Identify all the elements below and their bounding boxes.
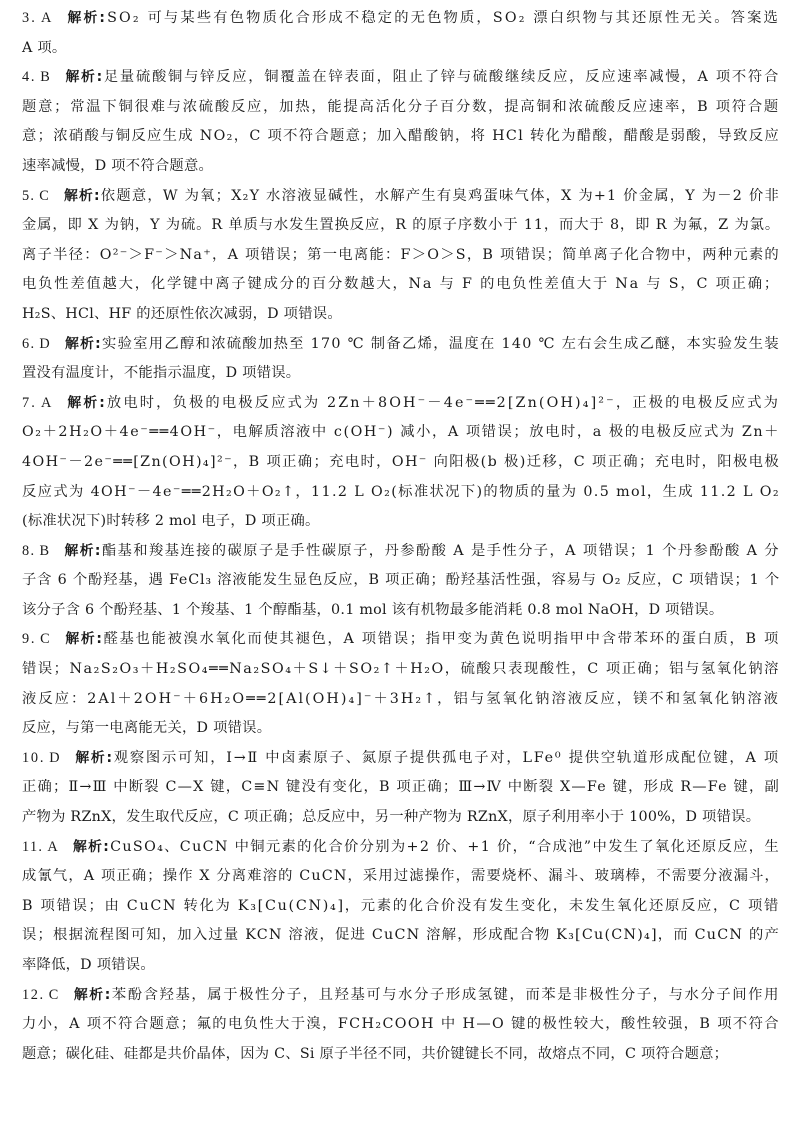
explanation-text: 观察图示可知，Ⅰ→Ⅱ 中卤素原子、氮原子提供孤电子对，LFe⁰ 提供空轨道形成配位键，A 项 — [113, 749, 780, 766]
question-number: 3. — [22, 10, 38, 26]
answer-letter: B — [39, 542, 51, 559]
explanation-text: 实验室用乙醇和浓硫酸加热至 170 ℃ 制备乙烯，温度在 140 ℃ 左右会生成乙醚，本实验发生装 — [102, 335, 781, 352]
question-number: 7. — [22, 394, 37, 411]
explanation-text: H₂S、HCl、HF 的还原性依次减弱，D 项错误。 — [22, 305, 342, 322]
explanation-text: 反应，与第一电离能无关，D 项错误。 — [22, 720, 272, 737]
answer-line — [22, 34, 780, 64]
explanation-text: O₂＋2H₂O＋4e⁻══4OH⁻，电解质溶液中 c(OH⁻) 减小，A 项错误；放电时，a 极的电极反应式为 Zn＋ — [22, 424, 780, 441]
question-number: 11. — [22, 838, 44, 855]
answer-item — [22, 330, 780, 389]
explanation-text: 意；浓硝酸与铜反应生成 NO₂，C 项不符合题意；加入醋酸钠，将 HCl 转化为醋酸，醋酸是弱酸，导致反应 — [22, 128, 780, 145]
answer-line — [22, 625, 780, 655]
explanation-text: 依题意，W 为氧；X₂Y 水溶液显碱性，水解产生有臭鸡蛋味气体，X 为+1 价金属，Y 为－2 价非 — [100, 187, 780, 204]
analysis-label: 解析: — [67, 394, 107, 411]
explanation-text: 正确；Ⅱ→Ⅲ 中断裂 C—X 键，C≡N 键没有变化，B 项正确；Ⅲ→Ⅳ 中断裂 X—Fe 键，形成 R—Fe 键，副 — [22, 779, 780, 796]
line-content — [22, 625, 780, 655]
answer-letter: D — [39, 335, 51, 352]
answer-item — [22, 4, 780, 63]
answer-letter: A — [41, 10, 54, 26]
line-content — [22, 182, 780, 212]
answer-line — [22, 241, 780, 271]
answer-line — [22, 537, 780, 567]
answer-line — [22, 93, 780, 123]
explanation-text: 放电时，负极的电极反应式为 2Zn＋8OH⁻－4e⁻══2[Zn(OH)₄]²⁻，正极的电极反应式为 — [106, 394, 780, 411]
explanation-text: 醛基也能被溴水氧化而使其褪色，A 项错误；指甲变为黄色说明指甲中含带苯环的蛋白质，B 项 — [103, 631, 780, 648]
explanation-text: 该分子含 6 个酚羟基、1 个羧基、1 个醇酯基，0.1 mol 该有机物最多能消耗 0.8 mol NaOH，D 项错误。 — [22, 601, 724, 618]
line-content — [22, 981, 780, 1011]
answer-item — [22, 744, 780, 833]
analysis-label: 解析: — [64, 542, 102, 559]
answer-line — [22, 596, 780, 626]
answer-letter: C — [48, 986, 60, 1003]
analysis-label: 解析: — [65, 631, 104, 648]
explanation-text: 置没有温度计，不能指示温度，D 项错误。 — [22, 365, 301, 382]
explanation-text: 离子半径：O²⁻＞F⁻＞Na⁺，A 项错误；第一电离能：F＞O＞S，B 项错误；简单离子化合物中，两种元素的 — [22, 246, 780, 263]
explanation-text: 金属，即 X 为钠，Y 为硫。R 单质与水发生置换反应，R 的原子序数小于 11，而大于 8，即 R 为氟，Z 为氯。 — [22, 217, 780, 234]
answer-letter: C — [40, 631, 52, 648]
explanation-text: B 项错误；由 CuCN 转化为 K₃[Cu(CN)₄]，元素的化合价没有发生变化，未发生氧化还原反应，C 项错 — [22, 897, 780, 914]
answer-line — [22, 300, 780, 330]
explanation-text: 酯基和羧基连接的碳原子是手性碳原子，丹参酚酸 A 是手性分子，A 项错误；1 个丹参酚酸 A 分 — [101, 542, 780, 559]
line-content — [22, 744, 780, 774]
analysis-label: 解析: — [63, 187, 101, 204]
line-content — [22, 389, 780, 419]
answer-line — [22, 655, 780, 685]
answer-line — [22, 330, 780, 360]
explanation-text: 苯酚含羟基，属于极性分子，且羟基可与水分子形成氢键，而苯是非极性分子，与水分子间作用 — [111, 986, 780, 1003]
answer-item — [22, 182, 780, 330]
analysis-label: 解析: — [67, 10, 108, 26]
explanation-text: 题意；常温下铜很难与浓硫酸反应，加热，能提高活化分子百分数，提高铜和浓硫酸反应速率，B 项符合题 — [22, 98, 780, 115]
answer-line — [22, 714, 780, 744]
answer-item — [22, 833, 780, 981]
question-number: 9. — [22, 631, 37, 648]
answer-item — [22, 625, 780, 743]
answer-line — [22, 951, 780, 981]
answer-letter: A — [40, 394, 54, 411]
answer-line — [22, 182, 780, 212]
answer-line — [22, 418, 780, 448]
analysis-label: 解析: — [65, 69, 104, 86]
answer-line — [22, 63, 780, 93]
answer-line — [22, 862, 780, 892]
answer-line — [22, 507, 780, 537]
explanation-text: A 项。 — [22, 39, 67, 56]
answer-line — [22, 773, 780, 803]
answer-letter: D — [49, 749, 62, 766]
line-content — [22, 4, 780, 34]
explanation-text: 率降低，D 项错误。 — [22, 957, 155, 973]
answer-line — [22, 389, 780, 419]
analysis-label: 解析: — [73, 838, 111, 855]
question-number: 5. — [22, 187, 36, 204]
explanation-text: 题意；碳化硅、硅都是共价晶体，因为 C、Si 原子半径不同，共价键键长不同，故熔点不同，C 项符合题意； — [22, 1045, 729, 1062]
answer-line — [22, 892, 780, 922]
explanation-text: 4OH⁻－2e⁻══[Zn(OH)₄]²⁻，B 项正确；充电时，OH⁻ 向阳极(b 极)迁移，C 项正确；充电时，阳极电极 — [22, 453, 780, 470]
analysis-label: 解析: — [64, 335, 102, 352]
explanation-text: 足量硫酸铜与锌反应，铜覆盖在锌表面，阻止了锌与硫酸继续反应，反应速率减慢，A 项不符合 — [103, 69, 780, 86]
answer-line — [22, 981, 780, 1011]
explanation-text: CuSO₄、CuCN 中铜元素的化合价分别为+2 价、+1 价，“合成池”中发生了氧化还原反应，生 — [110, 838, 780, 855]
answer-line — [22, 152, 780, 182]
explanation-text: 子含 6 个酚羟基，遇 FeCl₃ 溶液能发生显色反应，B 项正确；酚羟基活性强，容易与 O₂ 反应，C 项错误；1 个 — [22, 572, 780, 589]
answer-line — [22, 448, 780, 478]
answer-line — [22, 4, 780, 34]
answer-letter: C — [39, 187, 50, 204]
explanation-text: 液反应：2Al＋2OH⁻＋6H₂O══2[Al(OH)₄]⁻＋3H₂↑，铝与氢氧化钠溶液反应，镁不和氢氧化钠溶液 — [22, 690, 780, 707]
explanation-text: 误；根据流程图可知，加入过量 KCN 溶液，促进 CuCN 溶解，形成配合物 K₃[Cu(CN)₄]，而 CuCN 的产 — [22, 927, 780, 944]
answer-letter: B — [40, 69, 52, 86]
line-content — [22, 833, 780, 863]
answer-line — [22, 211, 780, 241]
answer-item — [22, 981, 780, 1070]
question-number: 8. — [22, 542, 36, 559]
answer-line — [22, 744, 780, 774]
answer-line — [22, 1010, 780, 1040]
answer-line — [22, 685, 780, 715]
analysis-label: 解析: — [73, 986, 112, 1003]
explanation-text: 力小，A 项不符合题意；氟的电负性大于溴，FCH₂COOH 中 H—O 键的极性较大，酸性较强，B 项不符合 — [22, 1016, 780, 1033]
answer-line — [22, 803, 780, 833]
answer-line — [22, 359, 780, 389]
explanation-text: 错误；Na₂S₂O₃＋H₂SO₄══Na₂SO₄＋S↓＋SO₂↑＋H₂O，硫酸只表现酸性，C 项正确；铝与氢氧化钠溶 — [22, 661, 780, 678]
answer-line — [22, 566, 780, 596]
question-number: 4. — [22, 69, 37, 86]
question-number: 12. — [22, 986, 45, 1003]
explanation-text: (标准状况下)时转移 2 mol 电子，D 项正确。 — [22, 513, 320, 530]
explanation-text: 反应式为 4OH⁻－4e⁻══2H₂O＋O₂↑，11.2 L O₂(标准状况下)的物质的量为 0.5 mol，生成 11.2 L O₂ — [22, 483, 780, 500]
answer-line — [22, 921, 780, 951]
explanation-text: 电负性差值越大，化学键中离子键成分的百分数越大，Na 与 F 的电负性差值大于 Na 与 S，C 项正确； — [22, 276, 780, 293]
answer-letter: A — [47, 838, 60, 855]
line-content — [22, 330, 780, 360]
question-number: 6. — [22, 335, 36, 352]
answer-item — [22, 63, 780, 181]
answer-item — [22, 389, 780, 537]
answer-line — [22, 478, 780, 508]
explanation-text: 产物为 RZnX，发生取代反应，C 项正确；总反应中，另一种产物为 RZnX，原子利用率小于 100%，D 项错误。 — [22, 809, 761, 826]
explanation-text: SO₂ 可与某些有色物质化合形成不稳定的无色物质，SO₂ 漂白织物与其还原性无关。答案选 — [107, 10, 780, 26]
answer-line — [22, 1040, 780, 1070]
answer-line — [22, 833, 780, 863]
question-number: 10. — [22, 749, 46, 766]
line-content — [22, 537, 780, 567]
analysis-label: 解析: — [75, 749, 114, 766]
answer-line — [22, 122, 780, 152]
line-content — [22, 63, 780, 93]
answer-line — [22, 270, 780, 300]
explanation-text: 成氰气，A 项正确；操作 X 分离难溶的 CuCN，采用过滤操作，需要烧杯、漏斗、玻璃棒，不需要分液漏斗， — [22, 868, 780, 885]
answer-item — [22, 537, 780, 626]
explanation-text: 速率减慢，D 项不符合题意。 — [22, 157, 214, 174]
